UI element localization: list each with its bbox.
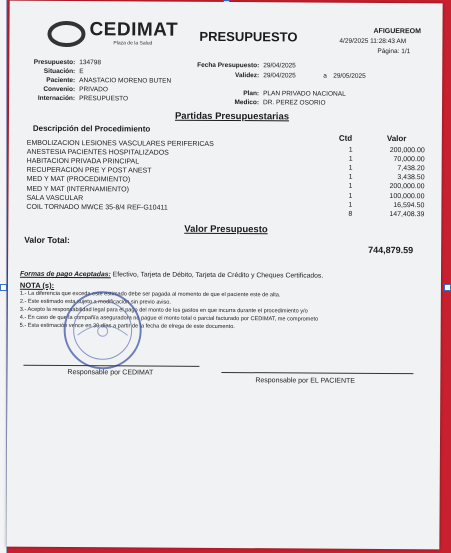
item-value: 7,438.20 — [397, 165, 425, 173]
convenio-value: PRIVADO — [79, 86, 108, 94]
item-description: COIL TORNADO MWCE 35-8/4 REF-G10411 — [26, 203, 168, 212]
medico-label: Medico: — [234, 99, 260, 107]
item-description: EMBOLIZACION LESIONES VASCULARES PERIFERICAS — [26, 139, 214, 148]
payment-methods — [20, 271, 323, 280]
item-value: 100,000.00 — [389, 192, 425, 200]
partidas-title: Partidas Presupuestarias — [174, 110, 290, 123]
user-code: AFIGUEREOM — [373, 27, 421, 36]
item-description: HABITACION PRIVADA PRINCIPAL — [26, 157, 140, 166]
validez-to: 29/05/2025 — [333, 72, 366, 80]
paciente-value: ANASTACIO MORENO BUTEN — [79, 77, 172, 85]
note-item: 2.- Este estimado esta sujeto a modificación sin previo aviso. — [19, 298, 171, 306]
item-description: ANESTESIA PACIENTES HOSPITALIZADOS — [26, 148, 169, 157]
notes-title: NOTA (s): — [19, 280, 55, 290]
note-item: 1.- La diferencia que exceda este estimado debe ser pagada al momento de que el paciente este de alta. — [19, 290, 281, 299]
validez-from: 29/04/2025 — [263, 72, 296, 80]
item-value: 200,000.00 — [389, 183, 425, 191]
internacion-label: Internación: — [37, 94, 76, 103]
institution-seal-stamp — [61, 289, 143, 371]
item-value: 16,594.50 — [393, 201, 425, 209]
item-value: 3,438.50 — [397, 174, 425, 182]
page-number: Página: 1/1 — [377, 47, 411, 56]
column-header-description: Descripción del Procedimiento — [32, 123, 151, 134]
validez-separator: a — [323, 72, 327, 80]
plan-value: PLAN PRIVADO NACIONAL — [263, 90, 346, 98]
note-item: 3.- Acepto la responsabilidad legal para el pago del monto de los gastos en que incurra durante el procedimiento y/o — [19, 306, 308, 315]
item-quantity: 1 — [348, 183, 353, 191]
fecha-label: Fecha Presupuesto: — [197, 61, 260, 70]
item-value: 147,408.39 — [389, 210, 425, 218]
medico-value: DR. PEREZ OSORIO — [263, 99, 326, 107]
situacion-label: Situación: — [43, 67, 76, 76]
item-description: MED Y MAT (PROCEDIMIENTO) — [26, 176, 131, 184]
item-description: SALA VASCULAR — [26, 194, 84, 202]
column-header-quantity: Ctd — [338, 133, 353, 143]
signature-line-patient — [221, 372, 413, 374]
item-quantity: 1 — [348, 164, 353, 172]
brand-tagline: Plaza de la Salud — [113, 40, 153, 47]
validez-label: Validez: — [234, 72, 260, 80]
item-quantity: 1 — [348, 155, 353, 163]
resize-handle-right-middle[interactable] — [444, 284, 451, 291]
payment-methods-label: Formas de pago Aceptadas: — [19, 270, 111, 279]
presupuesto-label: Presupuesto: — [33, 58, 76, 67]
print-timestamp: 4/29/2025 11:28:43 AM — [339, 37, 407, 46]
presupuesto-value: 134798 — [79, 59, 102, 67]
note-item: 4.- En caso de que la compañía aseguradora no pague el monto total o parcial facturado por CEDIMAT, me comprometo — [19, 314, 319, 323]
item-quantity: 1 — [348, 201, 353, 209]
situacion-value: E — [79, 68, 84, 76]
payment-methods-text: Efectivo, Tarjeta de Débito, Tarjeta de Crédito y Cheques Certificados. — [112, 271, 324, 280]
plan-label: Plan: — [243, 90, 260, 98]
internacion-value: PRESUPUESTO — [79, 95, 129, 103]
total-value: 744,879.59 — [368, 244, 414, 256]
valor-presupuesto-title: Valor Presupuesto — [184, 223, 268, 236]
item-quantity: 1 — [348, 174, 353, 182]
item-description: MED Y MAT (INTERNAMIENTO) — [26, 185, 129, 193]
column-header-value: Valor — [386, 133, 407, 144]
item-quantity: 1 — [348, 146, 353, 154]
item-description: RECUPERACION PRE Y POST ANEST — [26, 167, 152, 175]
convenio-label: Convenio: — [43, 85, 76, 94]
item-quantity: 1 — [348, 192, 353, 200]
resize-handle-left-middle[interactable] — [0, 284, 7, 291]
item-value: 70,000.00 — [393, 156, 425, 164]
total-label: Valor Total: — [24, 234, 70, 246]
budget-document — [6, 1, 442, 550]
item-quantity: 8 — [348, 210, 353, 218]
paciente-label: Paciente: — [46, 76, 76, 85]
signature-label-patient: Responsable por EL PACIENTE — [255, 377, 355, 385]
note-item: 5.- Esta estimación vence en 30 días a partir de la fecha de elrega de este documento. — [19, 322, 235, 331]
signature-label-cedimat: Responsable por CEDIMAT — [67, 369, 154, 377]
document-title: PRESUPUESTO — [199, 28, 298, 45]
brand-name: CEDIMAT — [89, 19, 179, 41]
cedimat-logo-icon — [47, 21, 85, 47]
item-value: 200,000.00 — [389, 147, 425, 155]
fecha-value: 29/04/2025 — [263, 62, 296, 70]
